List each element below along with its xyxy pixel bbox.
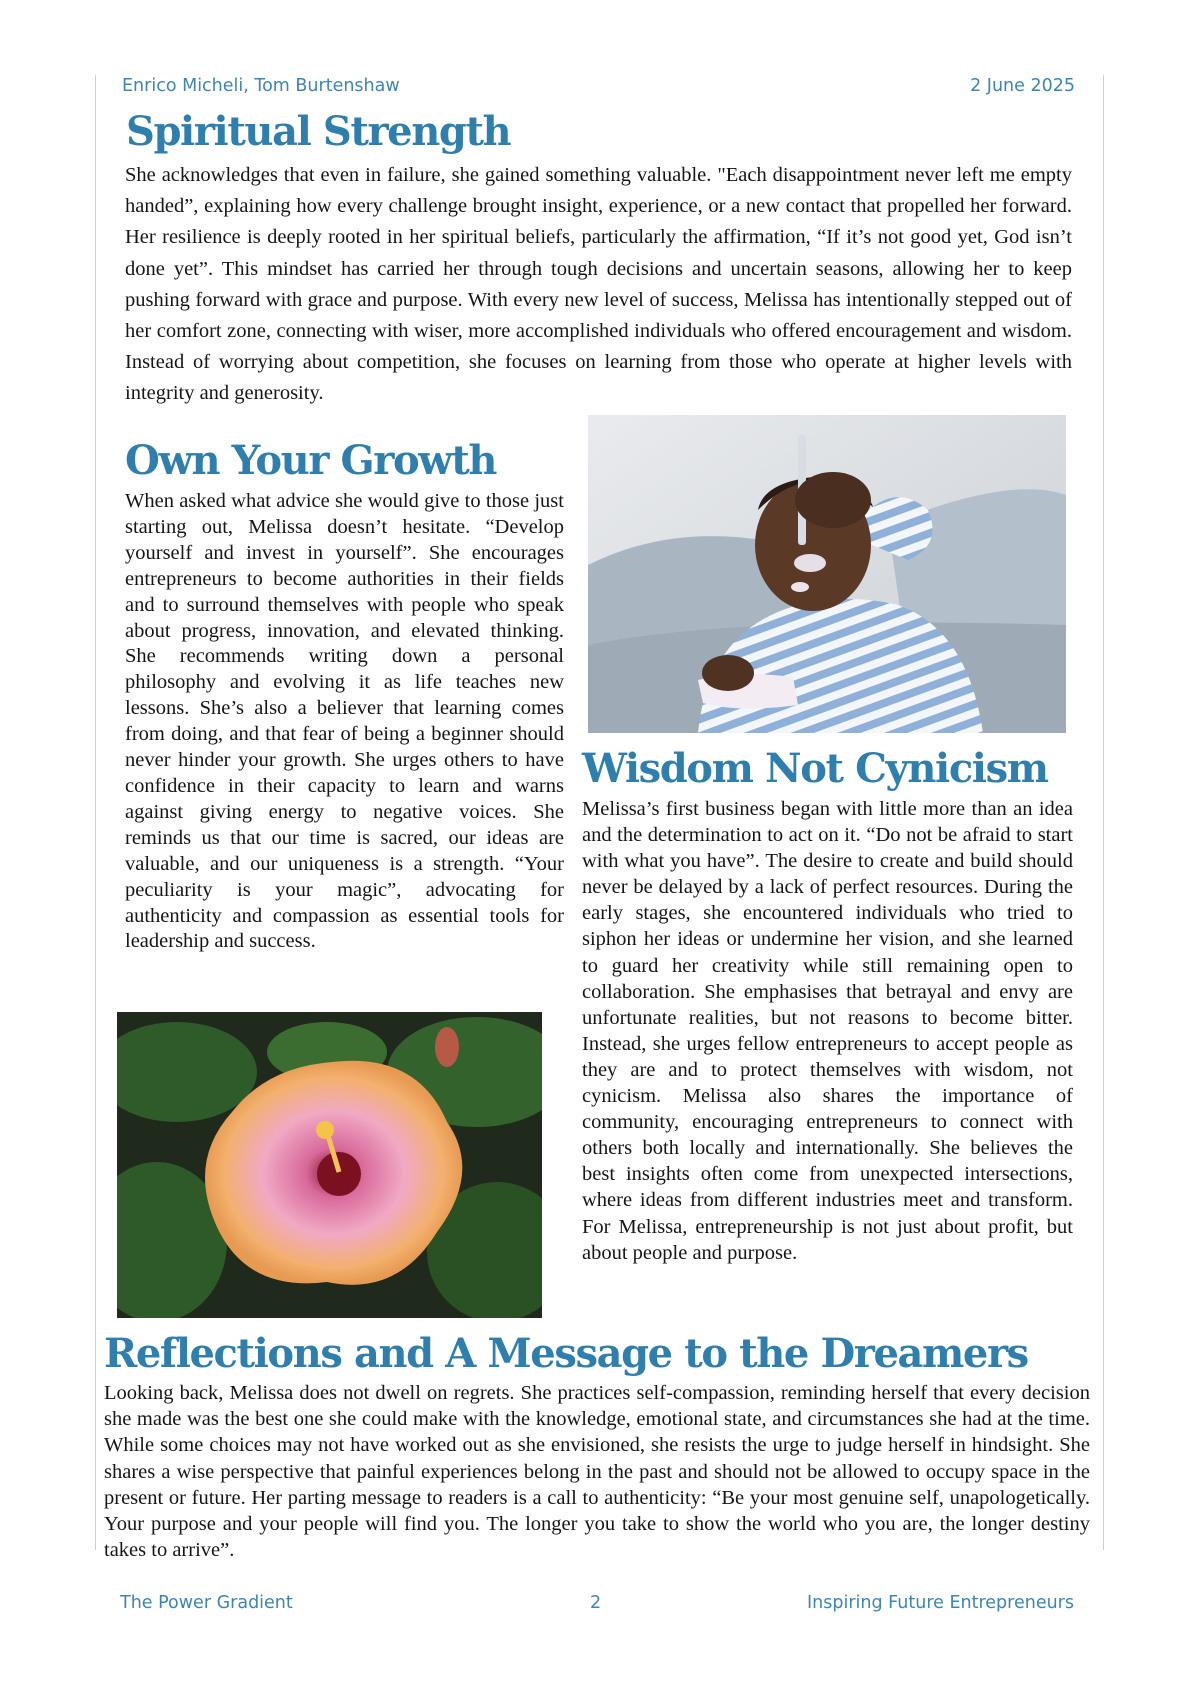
spiritual-strength-body: She acknowledges that even in failure, she gained something valuable. "Each disappointment never left me empty handed”, explaining how every challenge brought insight, experience, or a new contact that propelled her forward. Her resilience is deeply rooted in her spiritual beliefs, particularly the affirmation, “If it’s not good yet, God isn’t done yet”. This mindset has carried her through tough decisions and uncertain seasons, allowing her to keep pushing forward with grace and purpose. With every new level of success, Melissa has intentionally stepped out of her comfort zone, connecting with wiser, more accomplished individuals who offered encouragement and wisdom. Instead of worrying about competition, she focuses on learning from those who operate at higher levels with integrity and generosity. <box>125 164 1072 405</box>
header-authors: Enrico Micheli, Tom Burtenshaw <box>122 76 400 96</box>
margin-rule-left <box>95 75 96 1550</box>
hibiscus-flower-photo <box>117 1012 542 1318</box>
heading-wisdom-not-cynicism: Wisdom Not Cynicism <box>582 745 1048 792</box>
footer-publication: The Power Gradient <box>120 1593 293 1613</box>
footer-tagline: Inspiring Future Entrepreneurs <box>807 1593 1074 1613</box>
reflections-body: Looking back, Melissa does not dwell on regrets. She practices self-compassion, reminding herself that every decision she made was the best one she could make with the knowledge, emotional state, and circumstances she had at the time. While some choices may not have worked out as she envisioned, she resists the urge to judge herself in hindsight. She shares a wise perspective that painful experiences belong in the past and should not be allowed to occupy space in the present or future. Her parting message to readers is a call to authenticity: “Be your most genuine self, unapologetically. Your purpose and your people will find you. The longer you take to show the world who you are, the longer destiny takes to arrive”. <box>104 1382 1090 1562</box>
margin-rule-right <box>1103 75 1104 1550</box>
header-date: 2 June 2025 <box>970 76 1075 96</box>
child-eating-yogurt-photo <box>588 415 1066 733</box>
heading-spiritual-strength: Spiritual Strength <box>126 108 511 155</box>
footer-page-number: 2 <box>590 1593 602 1613</box>
heading-reflections: Reflections and A Message to the Dreamers <box>104 1330 1028 1377</box>
wisdom-not-cynicism-body: Melissa’s first business began with little more than an idea and the determination to act on it. “Do not be afraid to start with what you have”. The desire to create and build should never be delayed by a lack of perfect resources. During the early stages, she encountered individuals who tried to siphon her ideas or undermine her vision, and she learned to guard her creativity while still remaining open to collaboration. She emphasises that betrayal and envy are unfortunate realities, but not reasons to become bitter. Instead, she urges fellow entrepreneurs to accept people as they are and to protect themselves with wisdom, not cynicism. Melissa also shares the importance of community, encouraging entrepreneurs to connect with others both locally and internationally. She believes the best insights often come from unexpected intersections, where ideas from different industries meet and transform. For Melissa, entrepreneurship is not just about profit, but about people and purpose. <box>582 798 1073 1264</box>
heading-own-your-growth: Own Your Growth <box>125 437 497 484</box>
own-your-growth-body: When asked what advice she would give to those just starting out, Melissa doesn’t hesitate. “Develop yourself and invest in yourself”. She encourages entrepreneurs to become authorities in their fields and to surround themselves with people who speak about progress, innovation, and elevated thinking. She recommends writing down a personal philosophy and evolving it as life teaches new lessons. She’s also a believer that learning comes from doing, and that fear of being a beginner should never hinder your growth. She urges others to have confidence in their capacity to learn and warns against giving energy to negative voices. She reminds us that our time is sacred, our ideas are valuable, and our uniqueness is a strength. “Your peculiarity is your magic”, advocating for authenticity and compassion as essential tools for leadership and success. <box>125 490 564 953</box>
